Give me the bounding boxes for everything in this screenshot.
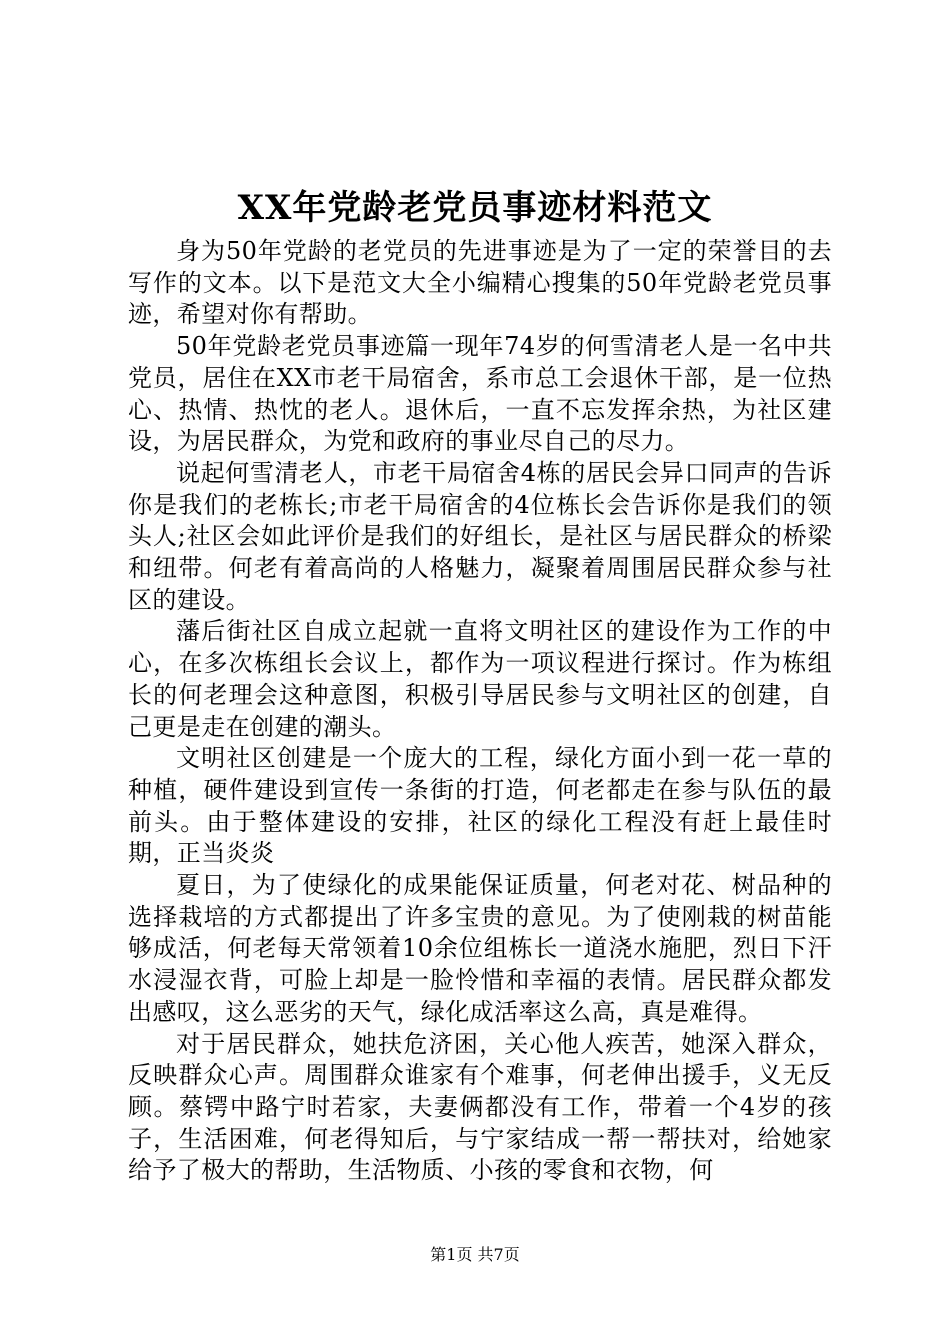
document-body bbox=[128, 236, 832, 1187]
paragraph: 藩后街社区自成立起就一直将文明社区的建设作为工作的中心，在多次栋组长会议上，都作为一项议程进行探讨。作为栋组长的何老理会这种意图，积极引导居民参与文明社区的创建，自己更是走在创建的潮头。 bbox=[128, 617, 832, 741]
paragraph: 50年党龄老党员事迹篇一现年74岁的何雪清老人是一名中共党员，居住在XX市老干局宿舍，系市总工会退休干部，是一位热心、热情、热忱的老人。退休后，一直不忘发挥余热，为社区建设，为居民群众，为党和政府的事业尽自己的尽力。 bbox=[128, 332, 832, 456]
paragraph: 说起何雪清老人，市老干局宿舍4栋的居民会异口同声的告诉你是我们的老栋长;市老干局宿舍的4位栋长会告诉你是我们的领头人;社区会如此评价是我们的好组长，是社区与居民群众的桥梁和纽带。何老有着高尚的人格魅力，凝聚着周围居民群众参与社区的建设。 bbox=[128, 458, 832, 614]
paragraph: 身为50年党龄的老党员的先进事迹是为了一定的荣誉目的去写作的文本。以下是范文大全小编精心搜集的50年党龄老党员事迹，希望对你有帮助。 bbox=[128, 237, 832, 329]
page-number-footer: 第1页 共7页 bbox=[430, 1245, 520, 1264]
paragraph: 夏日，为了使绿化的成果能保证质量，何老对花、树品种的选择栽培的方式都提出了许多宝贵的意见。为了使刚栽的树苗能够成活，何老每天常领着10余位组栋长一道浇水施肥，烈日下汗水浸湿衣背，可脸上却是一脸怜惜和幸福的表情。居民群众都发出感叹，这么恶劣的天气，绿化成活率这么高，真是难得。 bbox=[128, 871, 832, 1026]
paragraph: 对于居民群众，她扶危济困，关心他人疾苦，她深入群众，反映群众心声。周围群众谁家有个难事，何老伸出援手，义无反顾。蔡锷中路宁时若家，夫妻俩都没有工作，带着一个4岁的孩子，生活困难，何老得知后，与宁家结成一帮一帮扶对，给她家给予了极大的帮助，生活物质、小孩的零食和衣物，何 bbox=[128, 1029, 832, 1185]
paragraph: 文明社区创建是一个庞大的工程，绿化方面小到一花一草的种植，硬件建设到宣传一条街的打造，何老都走在参与队伍的最前头。由于整体建设的安排，社区的绿化工程没有赶上最佳时期，正当炎炎 bbox=[128, 744, 832, 868]
document-title: XX年党龄老党员事迹材料范文 bbox=[237, 188, 713, 228]
